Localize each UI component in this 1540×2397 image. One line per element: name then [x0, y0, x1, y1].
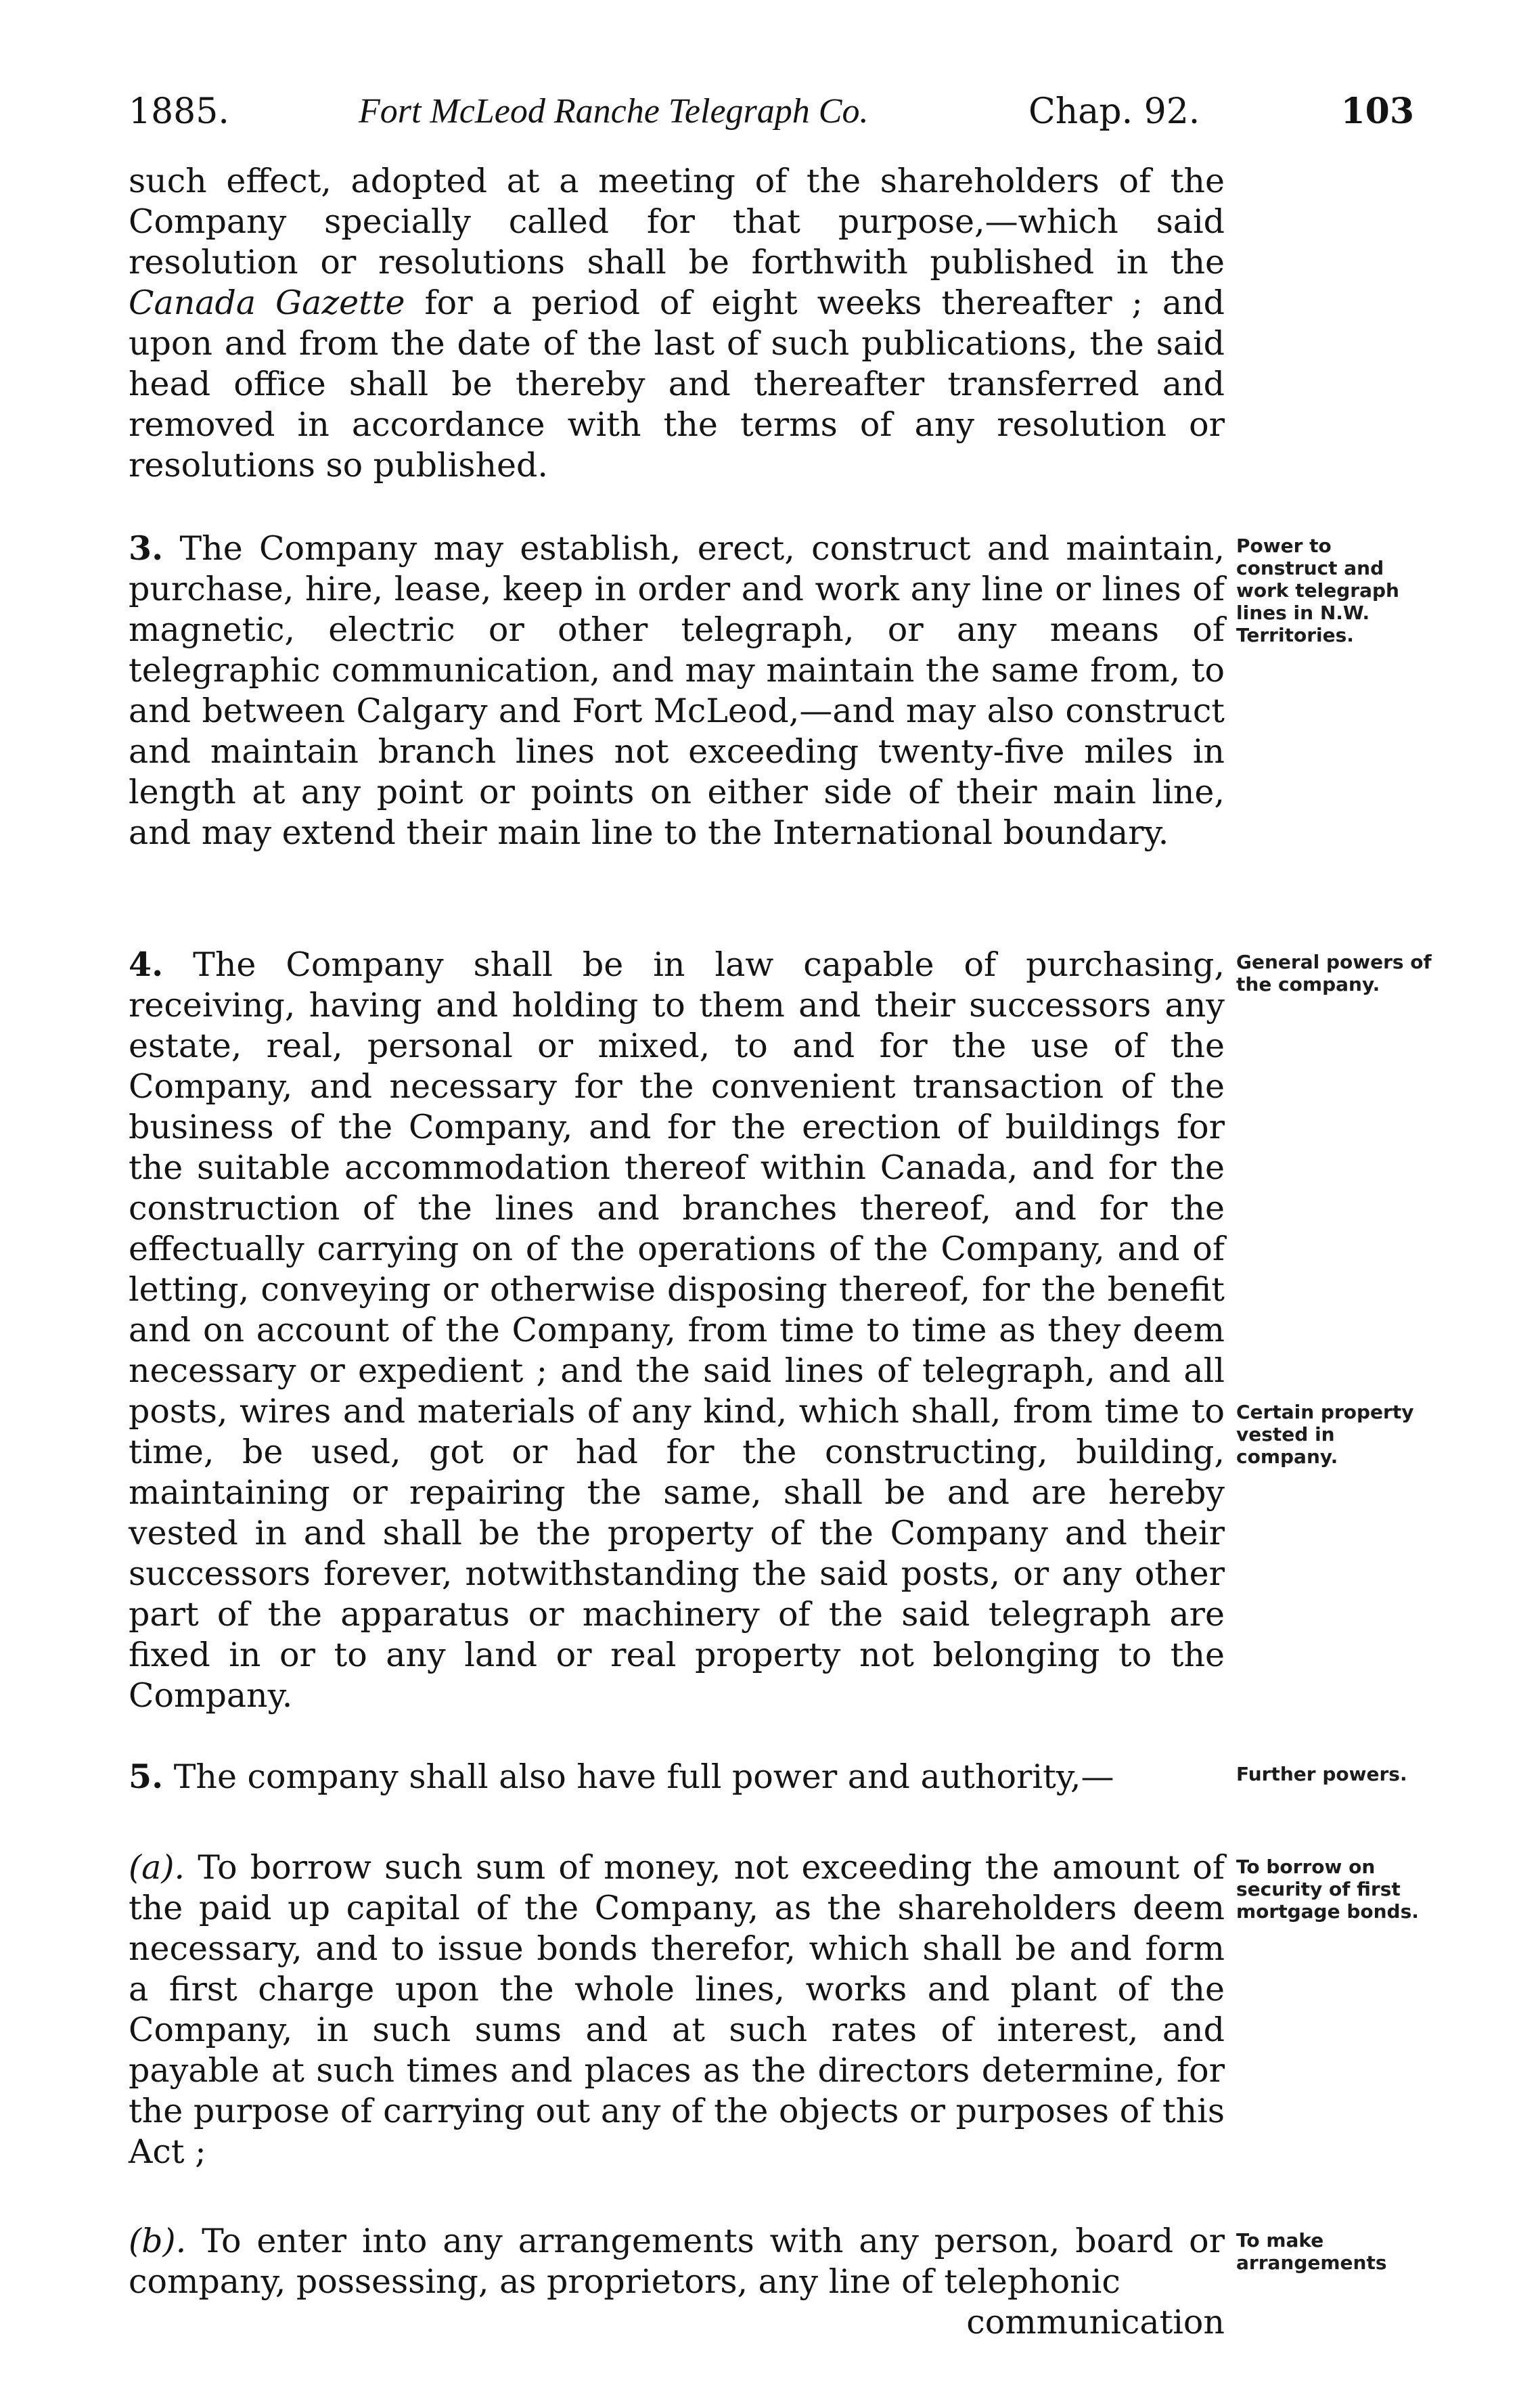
section-5-number: 5. — [129, 1757, 164, 1796]
section-5b-catchword: communication — [966, 2303, 1225, 2342]
continuation-paragraph — [129, 161, 1225, 486]
section-5b-label: (b). — [129, 2222, 187, 2260]
section-3-number: 3. — [129, 529, 164, 568]
header-year: 1885. — [129, 91, 229, 132]
section-4-text: The Company shall be in law capable of purchasing, receiving, having and holding to them and their successors any estate, real, personal or mixed, to and for the use of the Company, and necessary for the convenient transaction of the business of the Company, and for the erection of buildings for the suitable accommodation thereof within Canada, and for the construction of the lines and branches thereof, and for the effectually carrying on of the operations of the Company, and of letting, conveying or otherwise disposing thereof, for the benefit and on account of the Company, from time to time as they deem necessary or expedient ; and the said lines of telegraph, and all posts, wires and materials of any kind, which shall, from time to time, be used, got or had for the constructing, building, maintaining or repairing the same, shall be and are hereby vested in and shall be the property of the Company and their successors forever, notwithstanding the said posts, or any other part of the apparatus or machinery of the said telegraph are fixed in or to any land or real property not belonging to the Company. — [129, 945, 1225, 1715]
section-5b — [129, 2221, 1225, 2343]
section-5a — [129, 1847, 1225, 2172]
marginal-note-section-4-property: Certain property vested in company. — [1236, 1401, 1414, 1468]
marginal-note-section-5a: To borrow on security of first mortgage bonds. — [1236, 1856, 1419, 1923]
continuation-text-after: for a period of eight weeks thereafter ; and upon and from the date of the last of such publications, the said head office shall be thereby and thereafter transferred and removed in accordance with the terms of any resolution or resolutions so published. — [129, 284, 1225, 485]
marginal-note-section-3: Power to construct and work telegraph lines in N.W. Territories. — [1236, 535, 1399, 646]
section-4 — [129, 944, 1225, 1716]
section-5b-text: To enter into any arrangements with any person, board or company, possessing, as proprietors, any line of telephonic — [129, 2222, 1225, 2301]
marginal-note-section-5: Further powers. — [1236, 1763, 1407, 1785]
marginal-note-section-5b: To make arrangements — [1236, 2229, 1387, 2274]
gazette-name: Canada Gazette — [129, 284, 405, 322]
section-5-text: The company shall also have full power and authority,— — [173, 1757, 1114, 1796]
header-chapter: Chap. 92. — [1028, 91, 1200, 132]
header-title: Fort McLeod Ranche Telegraph Co. — [359, 92, 869, 131]
section-5 — [129, 1756, 1225, 1797]
section-5a-text: To borrow such sum of money, not exceeding the amount of the paid up capital of the Company, as the shareholders deem necessary, and to issue bonds therefor, which shall be and form a first charge upon the whole lines, works and plant of the Company, in such sums and at such rates of interest, and payable at such times and places as the directors determine, for the purpose of carrying out any of the objects or purposes of this Act ; — [129, 1848, 1225, 2171]
running-header — [129, 81, 1414, 142]
section-3 — [129, 528, 1225, 853]
continuation-text-before: such effect, adopted at a meeting of the shareholders of the Company specially called for that purpose,—which said resolution or resolutions shall be forthwith published in the — [129, 162, 1225, 282]
section-3-text: The Company may establish, erect, construct and maintain, purchase, hire, lease, keep in order and work any line or lines of magnetic, electric or other telegraph, or any means of telegraphic communication, and may maintain the same from, to and between Calgary and Fort McLeod,—and may also construct and maintain branch lines not exceeding twenty-five miles in length at any point or points on either side of their main line, and may extend their main line to the International boundary. — [129, 529, 1225, 852]
marginal-note-section-4-general: General powers of the company. — [1236, 951, 1432, 995]
section-5a-label: (a). — [129, 1848, 185, 1887]
section-4-number: 4. — [129, 945, 164, 984]
page-number: 103 — [1340, 91, 1414, 132]
